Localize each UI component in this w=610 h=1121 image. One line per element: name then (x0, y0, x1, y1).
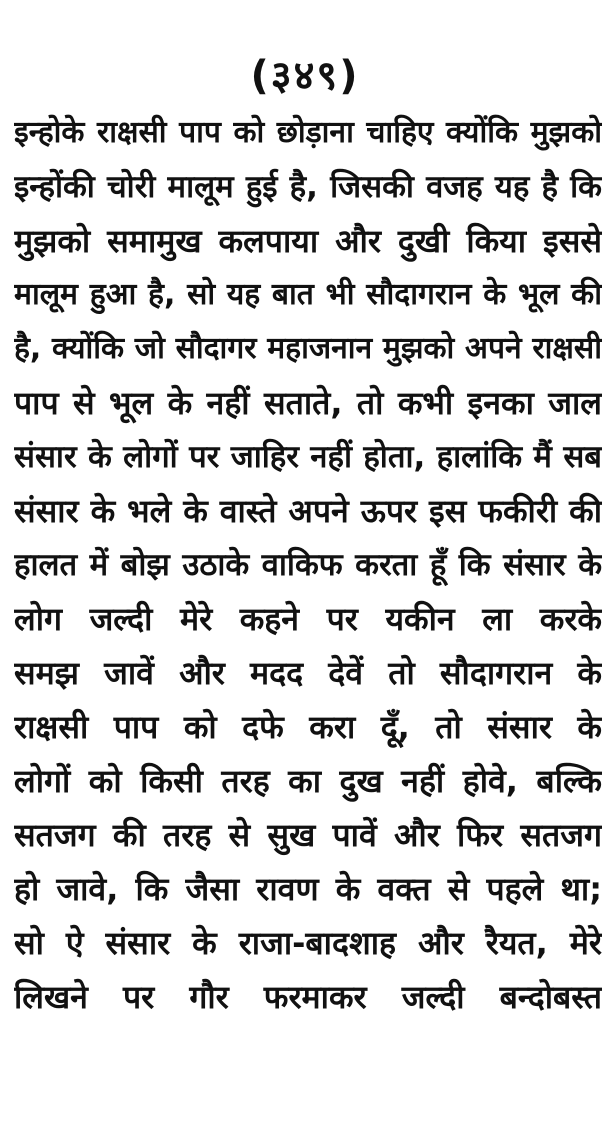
text-line: लिखने पर गौर फरमाकर जल्दी बन्दोबस्त (14, 978, 602, 1016)
text-line: समझ जावें और मदद देवें तो सौदागरान के (14, 654, 602, 692)
text-line: इन्होंकी चोरी मालूम हुई है, जिसकी वजह यह है कि (14, 169, 602, 205)
text-line: मालूम हुआ है, सो यह बात भी सौदागरान के भूल की (14, 277, 602, 312)
text-line: सो ऐ संसार के राजा-बादशाह और रैयत, मेरे (14, 924, 602, 962)
text-line: सतजग की तरह से सुख पावें और फिर सतजग (14, 816, 602, 854)
text-line: है, क्योंकि जो सौदागर महाजनान मुझको अपने राक्षसी (14, 331, 602, 366)
text-line: मुझको समामुख कलपाया और दुखी किया इससे (14, 222, 602, 260)
text-line: संसार के लोगों पर जाहिर नहीं होता, हालांकि मैं सब (14, 439, 602, 475)
text-line: राक्षसी पाप को दफे करा दूँ, तो संसार के (14, 708, 602, 746)
text-line: लोग जल्दी मेरे कहने पर यकीन ला करके (14, 600, 602, 638)
text-line: हो जावे, कि जैसा रावण के वक्त से पहले था; (14, 870, 602, 908)
text-line: पाप से भूल के नहीं सताते, तो कभी इनका जाल (14, 384, 602, 422)
text-line: संसार के भले के वास्ते अपने ऊपर इस फकीरी की (14, 492, 602, 530)
body-text (14, 106, 602, 1024)
text-line: हालत में बोझ उठाके वाकिफ करता हूँ कि संसार के (14, 547, 602, 583)
text-line: लोगों को किसी तरह का दुख नहीं होवे, बल्कि (14, 762, 602, 800)
text-line: इन्होके राक्षसी पाप को छोड़ाना चाहिए क्योंकि मुझको (14, 115, 602, 150)
page-number: (३४९) (250, 53, 360, 99)
